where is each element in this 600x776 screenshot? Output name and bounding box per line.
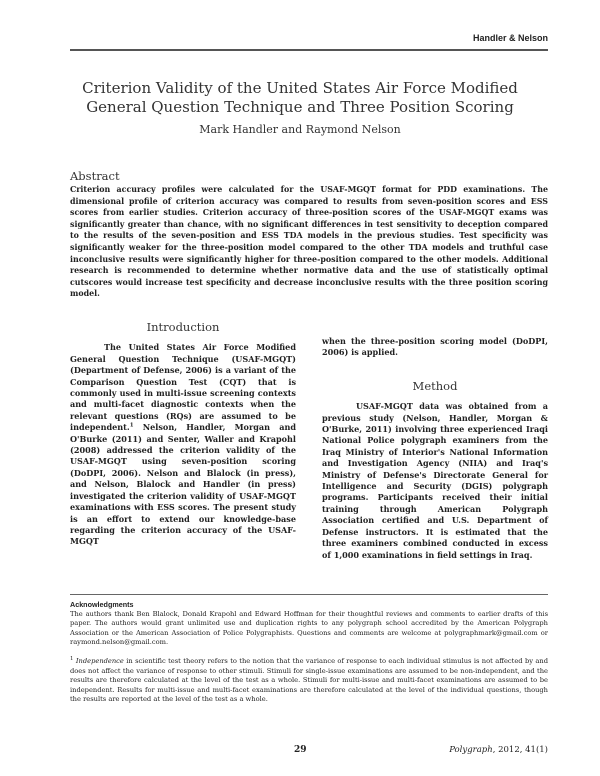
authors: Mark Handler and Raymond Nelson [199, 123, 401, 136]
footnote-term: Independence [75, 657, 124, 665]
footnote-number: 1 [70, 655, 74, 662]
journal-citation [420, 745, 548, 755]
abstract-heading: Abstract [70, 169, 120, 183]
method-heading: Method [412, 378, 458, 393]
running-header: Handler & Nelson [472, 33, 548, 43]
journal-volume: , 2012, 41(1) [492, 745, 548, 755]
intro-text-b: Nelson, Handler, Morgan and O'Burke (2011) and Senter, Waller and Krapohl (2008) addressed the criterion validity of the USAF-MGQT using seven-position scoring (DoDPI, 2006). Nelson and Blalock (in press), and Nelson, Blalock and Handler (in press) investigated the criterion validity of USAF-MGQT examinations with ESS scores. The present study is an effort to extend our knowledge-base regarding the criterion accuracy of the USAF-MGQT [70, 422, 296, 547]
introduction-paragraph [70, 342, 296, 547]
introduction-continuation: when the three-position scoring model (DoDPI, 2006) is applied. [322, 336, 548, 358]
right-column [322, 336, 548, 561]
footnote-text: in scientific test theory refers to the notion that the variance of response to each individual stimulus is not affected by and does not affect the variance of response to other stimuli. Stimuli for single-issue examinations are assumed to be non-independent, and the results are therefore calculated at the level of the test as a whole. Stimuli for multi-issue and multi-facet examinations are assumed to be independent. Results for multi-issue and multi-facet examinations are therefore calculated at the level of the individual questions, though the results are reported at the level of the test as a whole. [70, 657, 548, 704]
header-rule [70, 49, 548, 51]
introduction-heading: Introduction [146, 320, 220, 334]
footnote-marker: 1 [129, 422, 134, 429]
left-column [70, 322, 296, 548]
page-number: 29 [294, 745, 307, 755]
intro-text-a: The United States Air Force Modified General Question Technique (USAF-MGQT) (Department of Defense, 2006) is a variant of the Comparison Question Test (CQT) that is commonly used in multi-issue screening contexts and multi-facet diagnostic contexts when the relevant questions (RQs) are assumed to be independent. [70, 342, 296, 433]
journal-name: Polygraph [449, 745, 493, 755]
footnote [70, 657, 548, 705]
abstract-text: Criterion accuracy profiles were calculated for the USAF-MGQT format for PDD examinations. The dimensional profile of criterion accuracy was compared to results from seven-position scores and ESS scores from earlier studies. Criterion accuracy of three-position scores of the USAF-MGQT exams was significantly greater than chance, with no significant differences in test sensitivity to deception compared to the results of the seven-position and ESS TDA models in the previous studies. Test specificity was significantly weaker for the three-position model compared to the other TDA models and truthful case inconclusive results were significantly higher for three-position compared to the other models. Additional research is recommended to determine whether normative data and the use of statistically optimal cutscores would increase test specificity and decrease inconclusive results with the three position scoring model. [70, 185, 548, 299]
method-paragraph: USAF-MGQT data was obtained from a previous study (Nelson, Handler, Morgan & O'Burke, 2011) involving three experienced Iraqi National Police polygraph examiners from the Iraq Ministry of Interior's National Information and Investigation Agency (NIIA) and Iraq's Ministry of Defense's Directorate General for Intelligence and Security (DGIS) polygraph programs. Participants received their initial training through American Polygraph Association certified and U.S. Department of Defense instructors. It is estimated that the three examiners combined conducted in excess of 1,000 examinations in field settings in Iraq. [322, 401, 548, 560]
acknowledgments-heading: Acknowledgments [70, 600, 134, 609]
paper-title: Criterion Validity of the United States Air Force Modified General Question Technique and Three Position Scoring [82, 79, 518, 116]
acknowledgments [70, 600, 548, 648]
acknowledgments-text: The authors thank Ben Blalock, Donald Krapohl and Edward Hoffman for their thoughtful reviews and comments to earlier drafts of this paper. The authors would grant unlimited use and duplication rights to any polygraph school accredited by the American Polygraph Association or the American Association of Police Polygraphists. Questions and comments are welcome at polygraphmark@gmail.com or raymond.nelson@gmail.com. [70, 609, 548, 647]
footnote-rule [70, 594, 548, 595]
